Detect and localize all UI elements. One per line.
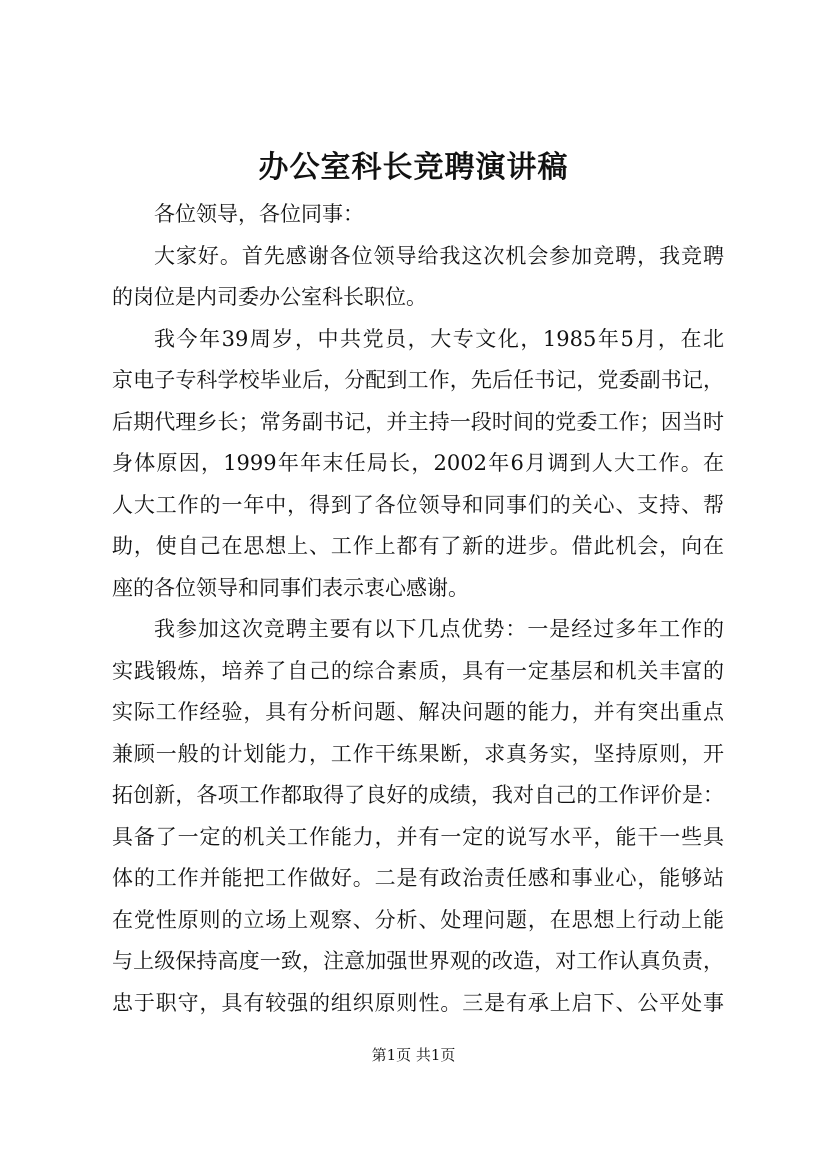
text-line: 我今年39周岁，中共党员，大专文化，1985年5月，在北	[154, 326, 724, 351]
text-line: 助，使自己在思想上、工作上都有了新的进步。借此机会，向在	[112, 534, 724, 558]
text-line: 大家好。首先感谢各位领导给我这次机会参加竞聘，我竞聘	[154, 243, 724, 268]
text-line: 体的工作并能把工作做好。二是有政治责任感和事业心，能够站	[112, 866, 724, 890]
text-line: 座的各位领导和同事们表示衷心感谢。	[112, 575, 469, 600]
text-line: 具备了一定的机关工作能力，并有一定的说写水平，能干一些具	[112, 824, 724, 849]
document-body	[112, 194, 724, 1024]
text-line: 身体原因，1999年年末任局长，2002年6月调到人大工作。在	[112, 451, 724, 475]
text-line: 后期代理乡长；常务副书记，并主持一段时间的党委工作；因当时	[112, 409, 724, 434]
text-line: 实际工作经验，具有分析问题、解决问题的能力，并有突出重点	[112, 700, 724, 724]
text-line: 各位领导，各位同事：	[154, 202, 364, 226]
text-line: 京电子专科学校毕业后，分配到工作，先后任书记，党委副书记，	[112, 368, 724, 392]
text-line: 兼顾一般的计划能力，工作干练果断，求真务实，坚持原则，开	[112, 741, 724, 766]
text-line: 的岗位是内司委办公室科长职位。	[112, 285, 427, 309]
text-line: 与上级保持高度一致，注意加强世界观的改造，对工作认真负责，	[112, 949, 724, 973]
page-footer: 第1页 共1页	[371, 1046, 456, 1064]
text-line: 人大工作的一年中，得到了各位领导和同事们的关心、支持、帮	[112, 492, 724, 517]
text-line: 在党性原则的立场上观察、分析、处理问题，在思想上行动上能	[112, 907, 724, 932]
document-title: 办公室科长竞聘演讲稿	[258, 150, 569, 185]
text-line: 忠于职守，具有较强的组织原则性。三是有承上启下、公平处事	[112, 990, 724, 1015]
text-line: 实践锻炼，培养了自己的综合素质，具有一定基层和机关丰富的	[112, 658, 724, 683]
text-line: 我参加这次竞聘主要有以下几点优势：一是经过多年工作的	[154, 617, 724, 641]
text-line: 拓创新，各项工作都取得了良好的成绩，我对自己的工作评价是：	[112, 783, 724, 807]
